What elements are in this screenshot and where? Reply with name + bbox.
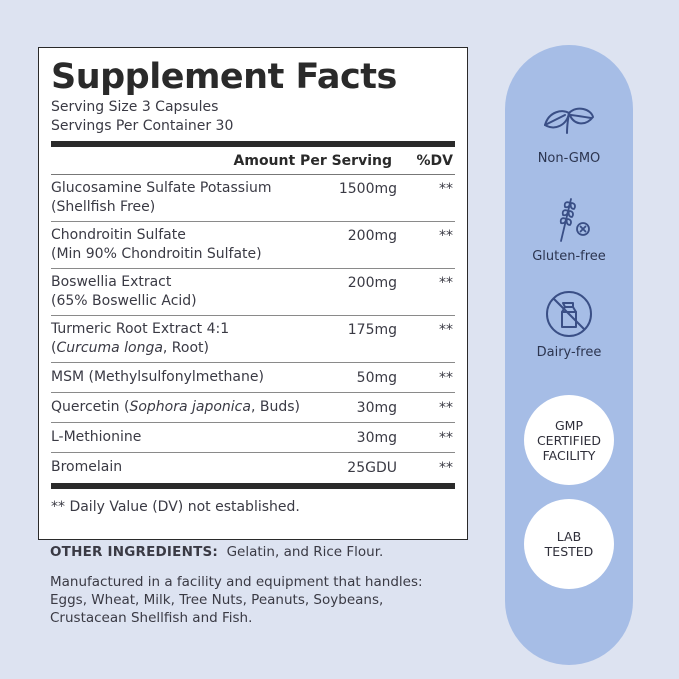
ingredient-dv: ** [439, 322, 453, 338]
wheat-icon [541, 193, 597, 243]
ingredient-dv: ** [439, 275, 453, 291]
lab-tested-badge: LAB TESTED [524, 499, 614, 589]
ingredient-amount: 200mg [347, 275, 397, 291]
servings-per-container: Servings Per Container 30 [51, 118, 234, 134]
ingredient-dv: ** [439, 181, 453, 197]
divider-bottom [51, 483, 455, 489]
ingredient-name: MSM (Methylsulfonylmethane) [51, 369, 264, 385]
dairy-free-label: Dairy-free [536, 345, 602, 360]
ingredient-dv: ** [439, 370, 453, 386]
amount-per-serving-header: Amount Per Serving [233, 153, 392, 169]
facts-header-row [51, 147, 455, 175]
ingredient-amount: 50mg [356, 370, 397, 386]
other-ingredients-text: Gelatin, and Rice Flour. [226, 544, 384, 560]
ingredient-name: Boswellia Extract (65% Boswellic Acid) [51, 274, 197, 309]
ingredient-dv: ** [439, 460, 453, 476]
ingredient-row [51, 269, 455, 316]
allergen-statement: Manufactured in a facility and equipment that handles: Eggs, Wheat, Milk, Tree Nuts, Peanuts, Soybeans, Crustacean Shellfish and Fish. [50, 574, 423, 626]
ingredient-name: L-Methionine [51, 429, 142, 445]
ingredient-row [51, 423, 455, 453]
ingredient-name: Bromelain [51, 459, 123, 475]
ingredient-amount: 1500mg [338, 181, 397, 197]
ingredient-name: Quercetin (Sophora japonica, Buds) [51, 399, 300, 415]
gluten-free-label: Gluten-free [532, 249, 606, 264]
serving-size: Serving Size 3 Capsules [51, 99, 219, 115]
ingredient-row [51, 453, 455, 483]
ingredient-name: Chondroitin Sulfate (Min 90% Chondroitin Sulfate) [51, 227, 262, 262]
gmp-certified-badge: GMP CERTIFIED FACILITY [524, 395, 614, 485]
supplement-facts-panel [38, 47, 468, 540]
non-gmo-badge [505, 103, 633, 166]
other-ingredients [50, 544, 383, 560]
ingredient-row [51, 363, 455, 393]
leaves-icon [541, 103, 597, 145]
non-gmo-label: Non-GMO [537, 151, 601, 166]
ingredient-row [51, 175, 455, 222]
milk-carton-crossed-icon [544, 289, 594, 339]
dv-header: %DV [416, 153, 453, 169]
ingredient-name: Turmeric Root Extract 4:1 (Curcuma longa, Root) [51, 321, 230, 356]
dv-footnote: ** Daily Value (DV) not established. [51, 499, 300, 515]
facts-title: Supplement Facts [51, 57, 397, 97]
ingredient-amount: 200mg [347, 228, 397, 244]
ingredient-row [51, 222, 455, 269]
ingredient-amount: 175mg [347, 322, 397, 338]
ingredient-name: Glucosamine Sulfate Potassium (Shellfish Free) [51, 180, 272, 215]
badges-pill [505, 45, 633, 665]
ingredient-dv: ** [439, 400, 453, 416]
dairy-free-badge [505, 289, 633, 360]
gluten-free-badge [505, 193, 633, 264]
ingredient-amount: 30mg [356, 400, 397, 416]
ingredient-row [51, 393, 455, 423]
ingredient-dv: ** [439, 430, 453, 446]
ingredient-dv: ** [439, 228, 453, 244]
ingredient-amount: 25GDU [347, 460, 397, 476]
ingredient-amount: 30mg [356, 430, 397, 446]
ingredient-row [51, 316, 455, 363]
other-ingredients-label: OTHER INGREDIENTS: [50, 544, 218, 560]
